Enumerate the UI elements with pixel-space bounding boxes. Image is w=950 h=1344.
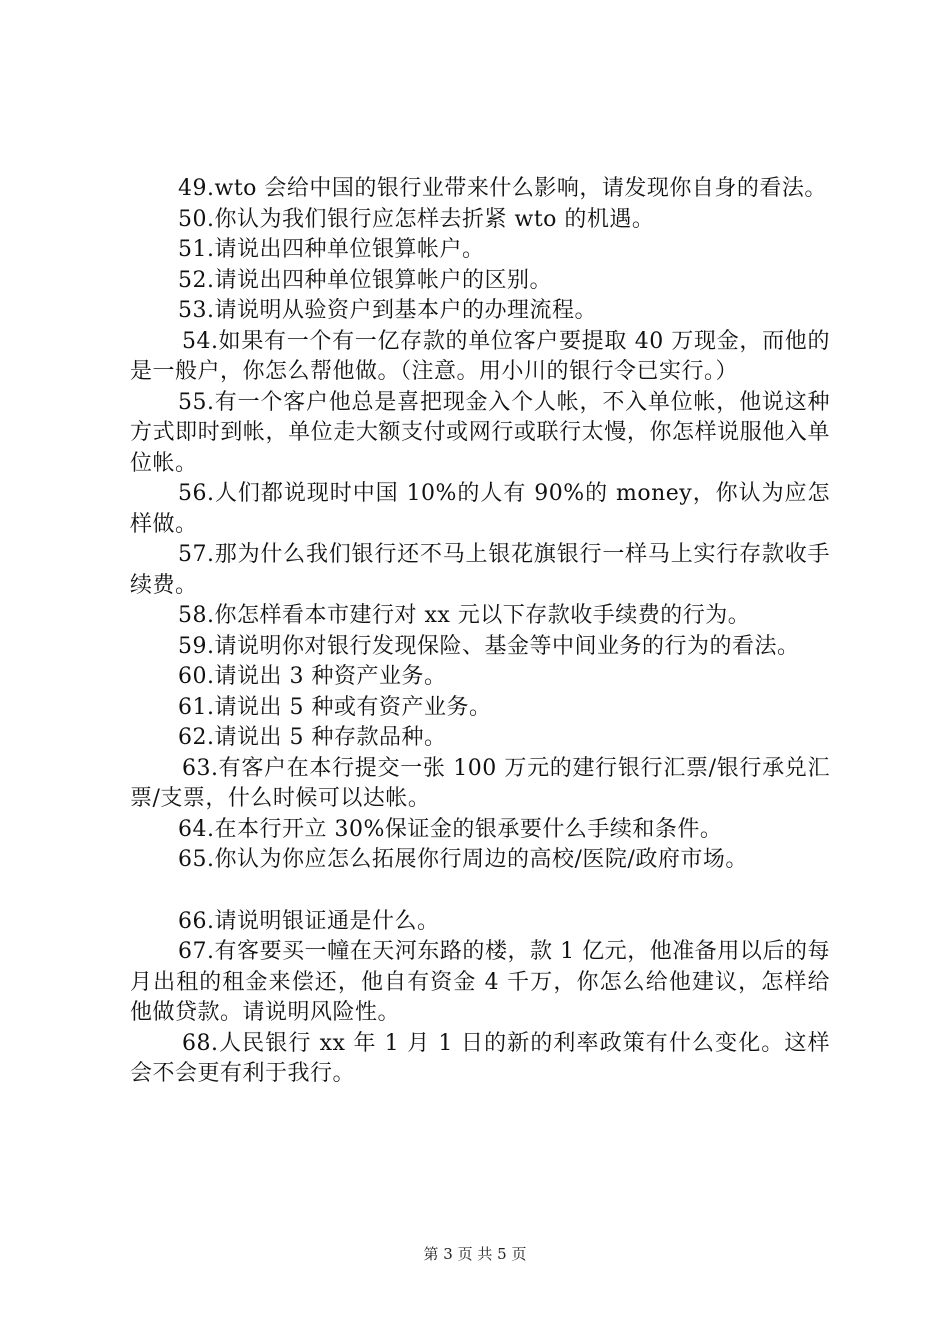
question-68: 68.人民银行 xx 年 1 月 1 日的新的利率政策有什么变化。这样会不会更有利于我行。 <box>130 1030 830 1086</box>
question-53: 53.请说明从验资户到基本户的办理流程。 <box>178 298 597 323</box>
question-55: 55.有一个客户他总是喜把现金入个人帐，不入单位帐，他说这种方式即时到帐，单位走大额支付或网行或联行太慢，你怎样说服他入单位帐。 <box>130 389 830 476</box>
question-67: 67.有客要买一幢在天河东路的楼，款 1 亿元，他准备用以后的每月出租的租金来偿还，他自有资金 4 千万，你怎么给他建议，怎样给他做贷款。请说明风险性。 <box>130 939 830 1025</box>
question-64: 64.在本行开立 30%保证金的银承要什么手续和条件。 <box>178 816 723 842</box>
question-56: 56.人们都说现时中国 10%的人有 90%的 money，你认为应怎样做。 <box>130 481 830 537</box>
question-51: 51.请说出四种单位银算帐户。 <box>178 237 485 262</box>
question-62: 62.请说出 5 种存款品种。 <box>178 725 447 750</box>
question-52: 52.请说出四种单位银算帐户的区别。 <box>178 267 552 293</box>
page-footer: 第 3 页 共 5 页 <box>423 1245 527 1263</box>
paragraph-gap <box>130 876 830 907</box>
question-63: 63.有客户在本行提交一张 100 万元的建行银行汇票/银行承兑汇票/支票，什么时候可以达帐。 <box>130 755 830 811</box>
question-59: 59.请说明你对银行发现保险、基金等中间业务的行为的看法。 <box>178 633 800 659</box>
question-61: 61.请说出 5 种或有资产业务。 <box>178 694 492 720</box>
question-60: 60.请说出 3 种资产业务。 <box>178 664 447 689</box>
question-66: 66.请说明银证通是什么。 <box>178 908 440 934</box>
question-65: 65.你认为你应怎么拓展你行周边的高校/医院/政府市场。 <box>178 847 748 872</box>
question-49: 49.wto 会给中国的银行业带来什么影响，请发现你自身的看法。 <box>178 176 827 201</box>
question-50: 50.你认为我们银行应怎样去折紧 wto 的机遇。 <box>178 206 655 232</box>
question-list <box>130 174 830 1090</box>
question-54: 54.如果有一个有一亿存款的单位客户要提取 40 万现金，而他的是一般户，你怎么帮他做。（注意。用小川的银行令已实行。） <box>130 328 830 384</box>
question-58: 58.你怎样看本市建行对 xx 元以下存款收手续费的行为。 <box>178 603 751 628</box>
question-57: 57.那为什么我们银行还不马上银花旗银行一样马上实行存款收手续费。 <box>130 542 830 598</box>
